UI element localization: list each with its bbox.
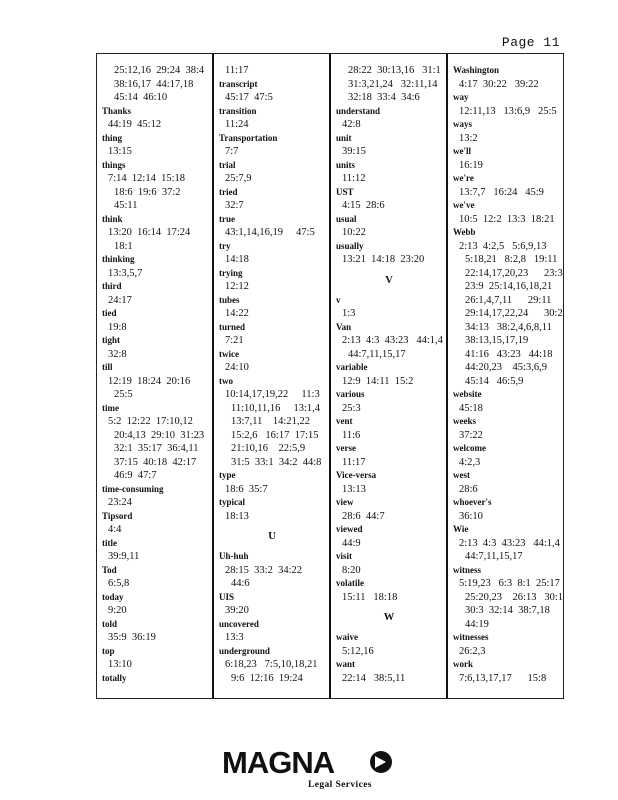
index-term: we're (453, 173, 474, 183)
index-page-refs: 42:8 (342, 119, 361, 130)
index-term: true (219, 213, 235, 224)
index-page-refs: 6:18,23 7:5,10,18,21 (225, 659, 318, 670)
index-page-refs: 2:13 4:2,5 5:6,9,13 (459, 240, 547, 252)
index-term: trial (219, 159, 236, 170)
index-page-refs: 12:9 14:11 15:2 (342, 375, 414, 387)
index-page-refs: 25:3 (342, 402, 361, 414)
index-column-4 (448, 54, 565, 698)
index-term: two (219, 375, 233, 386)
index-page-refs: 12:11,13 13:6,9 25:5 (459, 105, 557, 117)
index-page-refs: 11:24 (225, 119, 249, 130)
index-term: typical (219, 497, 245, 507)
section-letter: W (383, 612, 395, 623)
index-page-refs: 22:14 38:5,11 (342, 672, 406, 684)
index-page-refs: 38:13,15,17,19 (465, 335, 529, 346)
index-page-refs: 28:6 (459, 483, 478, 495)
index-page-refs: 41:16 43:23 44:18 (465, 348, 553, 360)
index-term: thing (102, 132, 123, 143)
index-term: type (219, 470, 236, 480)
index-page-refs: 13:7,7 16:24 45:9 (459, 186, 544, 198)
index-page-refs: 25:7,9 (225, 173, 252, 184)
index-page-refs: 14:22 (225, 308, 249, 319)
index-page-refs: 5:2 12:22 17:10,12 (108, 416, 193, 427)
index-page-refs: 24:17 (108, 294, 132, 306)
index-page-refs: 28:6 44:7 (342, 510, 385, 522)
index-term: witnesses (453, 632, 489, 642)
index-page-refs: 23:24 (108, 497, 132, 508)
index-page-refs: 37:15 40:18 42:17 (114, 456, 197, 468)
index-page-refs: 4:15 28:6 (342, 200, 385, 211)
index-page-refs: 4:17 30:22 39:22 (459, 78, 539, 90)
index-page-refs: 11:17 (225, 65, 249, 76)
index-term: variable (336, 362, 368, 372)
index-term: Tipsord (102, 510, 133, 521)
index-page-refs: 11:10,11,16 13:1,4 (231, 402, 321, 414)
index-page-refs: 10:22 (342, 227, 366, 238)
index-page-refs: 44:6 (231, 578, 250, 589)
index-term: various (336, 389, 365, 399)
index-page-refs: 9:20 (108, 605, 127, 616)
index-page-refs: 22:14,17,20,23 23:3 (465, 267, 563, 279)
index-term: UIS (219, 591, 235, 602)
index-term: work (453, 659, 473, 669)
index-term: we've (453, 200, 475, 210)
index-page-refs: 7:7 (225, 146, 239, 157)
index-term: Wie (453, 524, 469, 534)
index-page-refs: 39:15 (342, 146, 366, 157)
page-number: Page 11 (501, 35, 560, 50)
index-page-refs: 2:13 4:3 43:23 44:1,4 (342, 335, 443, 346)
index-page-refs: 19:8 (108, 321, 127, 333)
index-page-refs: 16:19 (459, 159, 483, 171)
index-term: thinking (102, 254, 135, 264)
index-term: tight (102, 335, 120, 345)
index-term: vent (336, 416, 353, 426)
arrow-circle-icon (370, 751, 392, 773)
index-term: tried (219, 186, 238, 197)
index-page-refs: 31:5 33:1 34:2 44:8 (231, 456, 322, 468)
index-page-refs: 18:6 19:6 37:2 (114, 186, 181, 198)
index-page-refs: 44:20,23 45:3,6,9 (465, 362, 547, 373)
index-term: weeks (453, 416, 476, 426)
index-page-refs: 18:6 35:7 (225, 483, 268, 495)
index-page-refs: 35:9 36:19 (108, 632, 156, 643)
index-page-refs: 12:19 18:24 20:16 (108, 375, 191, 387)
index-page-refs: 34:13 38:2,4,6,8,11 (465, 321, 552, 333)
index-page-refs: 46:9 47:7 (114, 470, 157, 481)
index-term: twice (219, 348, 239, 359)
index-page-refs: 14:18 (225, 254, 249, 265)
index-page-refs: 24:10 (225, 362, 249, 373)
index-term: way (453, 92, 469, 102)
index-term: time (102, 402, 119, 413)
index-term: tubes (219, 294, 240, 305)
magna-logo (222, 747, 397, 792)
index-term: uncovered (219, 618, 259, 629)
index-page-refs: 8:20 (342, 564, 361, 576)
index-term: top (102, 645, 115, 656)
index-page-refs: 39:20 (225, 605, 249, 616)
index-page-refs: 18:13 (225, 510, 249, 522)
index-page-refs: 13:15 (108, 146, 132, 157)
index-page-refs: 13:13 (342, 483, 366, 495)
index-page-refs: 39:9,11 (108, 551, 140, 562)
index-page-refs: 4:2,3 (459, 456, 481, 468)
index-page-refs: 7:14 12:14 15:18 (108, 173, 186, 184)
index-term: usual (336, 213, 357, 224)
index-page-refs: 44:19 45:12 (108, 119, 162, 130)
index-page-refs: 38:16,17 44:17,18 (114, 78, 194, 90)
index-term: volatile (336, 578, 364, 588)
index-page-refs: 28:15 33:2 34:22 (225, 564, 303, 576)
index-term: we'll (453, 146, 471, 156)
index-term: underground (219, 645, 270, 656)
section-letter: V (385, 274, 393, 286)
index-term: Tod (102, 564, 117, 575)
index-page-refs: 26:2,3 (459, 645, 486, 657)
index-page-refs: 11:6 (342, 429, 361, 441)
logo-wordmark: MAGNA (222, 745, 335, 780)
index-page-refs: 15:11 18:18 (342, 591, 398, 603)
index-term: verse (336, 443, 356, 453)
index-term: third (102, 281, 122, 291)
index-page-refs: 1:3 (342, 308, 356, 319)
index-page-refs: 44:9 (342, 537, 361, 549)
index-page-refs: 15:2,6 16:17 17:15 (231, 429, 319, 441)
index-term: Van (336, 321, 352, 332)
index-page-refs: 13:3 (225, 632, 244, 643)
index-page-refs: 25:12,16 29:24 38:4 (114, 65, 205, 76)
section-letter: U (268, 531, 276, 542)
index-term: ways (453, 119, 473, 129)
index-term: title (102, 537, 117, 548)
index-frame (96, 53, 564, 699)
index-term: unit (336, 132, 352, 143)
index-page-refs: 32:8 (108, 348, 127, 360)
index-term: told (102, 618, 118, 629)
index-page-refs: 5:19,23 6:3 8:1 25:17 (459, 578, 560, 589)
index-page-refs: 5:12,16 (342, 645, 374, 657)
index-term: view (336, 497, 354, 507)
index-page-refs: 30:3 32:14 38:7,18 (465, 605, 550, 616)
index-page-refs: 45:17 47:5 (225, 92, 273, 103)
index-page-refs: 25:5 (114, 389, 133, 400)
index-page-refs: 45:11 (114, 200, 138, 211)
index-page-refs: 37:22 (459, 429, 483, 441)
index-term: west (453, 470, 470, 480)
index-page-refs: 36:10 (459, 510, 483, 522)
index-page-refs: 29:14,17,22,24 30:2 (465, 308, 563, 319)
index-term: till (102, 362, 113, 372)
index-term: Washington (453, 65, 500, 75)
index-term: understand (336, 105, 381, 116)
index-page-refs: 43:1,14,16,19 47:5 (225, 227, 315, 238)
index-page-refs: 13:20 16:14 17:24 (108, 227, 191, 238)
index-page-refs: 5:18,21 8:2,8 19:11 (465, 254, 558, 265)
index-page-refs: 23:9 25:14,16,18,21 (465, 281, 553, 292)
index-page-refs: 32:18 33:4 34:6 (348, 92, 420, 103)
index-page-refs: 44:19 (465, 618, 489, 630)
index-term: want (336, 659, 356, 669)
index-page-refs: 6:5,8 (108, 578, 130, 589)
index-page-refs: 7:6,13,17,17 15:8 (459, 672, 547, 684)
index-page-refs: 28:22 30:13,16 31:1 (348, 65, 441, 76)
index-term: things (102, 159, 126, 170)
index-page-refs: 11:12 (342, 173, 366, 184)
index-term: visit (336, 551, 353, 561)
index-page-refs: 11:17 (342, 456, 366, 468)
index-term: trying (219, 267, 243, 278)
index-term: whoever's (453, 497, 492, 507)
index-page-refs: 26:1,4,7,11 29:11 (465, 294, 552, 306)
index-term: Transportation (219, 132, 278, 143)
index-term: website (453, 389, 482, 399)
index-page-refs: 45:14 46:10 (114, 92, 168, 103)
index-page-refs: 44:7,11,15,17 (465, 551, 523, 562)
index-page-refs: 20:4,13 29:10 31:23 (114, 429, 205, 441)
index-page-refs: 12:12 (225, 281, 249, 292)
index-term: transition (219, 105, 257, 116)
index-page-refs: 10:14,17,19,22 11:3 (225, 389, 320, 400)
index-page-refs: 32:7 (225, 200, 244, 211)
index-page-refs: 45:14 46:5,9 (465, 375, 524, 387)
index-page-refs: 25:20,23 26:13 30:1 (465, 591, 564, 603)
index-term: transcript (219, 78, 258, 89)
index-term: try (219, 240, 231, 251)
index-page-refs: 45:18 (459, 402, 483, 414)
index-page-refs: 13:7,11 14:21,22 (231, 416, 310, 427)
index-term: v (336, 294, 341, 305)
index-term: totally (102, 672, 127, 683)
index-term: units (336, 159, 356, 170)
index-page-refs: 21:10,16 22:5,9 (231, 443, 306, 454)
index-page-refs: 13:21 14:18 23:20 (342, 254, 425, 265)
index-term: Vice-versa (336, 470, 377, 480)
index-page-refs: 9:6 12:16 19:24 (231, 672, 303, 684)
index-page-refs: 32:1 35:17 36:4,11 (114, 443, 199, 454)
index-term: think (102, 213, 123, 224)
index-term: Thanks (102, 105, 132, 116)
index-term: waive (336, 632, 358, 642)
index-page-refs: 31:3,21,24 32:11,14 (348, 78, 438, 90)
logo-subtitle: Legal Services (308, 780, 372, 790)
index-column-2 (214, 54, 331, 698)
index-page-refs: 13:3,5,7 (108, 267, 143, 279)
index-term: welcome (453, 443, 486, 453)
index-term: today (102, 591, 124, 602)
index-term: time-consuming (102, 483, 164, 494)
index-page-refs: 7:21 (225, 335, 244, 346)
index-term: viewed (336, 524, 363, 534)
index-term: Uh-huh (219, 551, 249, 561)
index-page-refs: 44:7,11,15,17 (348, 348, 406, 360)
index-term: tied (102, 308, 117, 318)
index-page-refs: 18:1 (114, 240, 133, 252)
index-column-1 (97, 54, 214, 698)
index-column-3 (331, 54, 448, 698)
index-page-refs: 4:4 (108, 524, 122, 535)
index-page-refs: 13:2 (459, 132, 478, 144)
index-term: turned (219, 321, 246, 332)
index-term: Webb (453, 227, 476, 237)
index-term: UST (336, 186, 354, 197)
index-term: usually (336, 240, 364, 251)
index-page-refs: 10:5 12:2 13:3 18:21 (459, 213, 555, 225)
index-page-refs: 13:10 (108, 659, 132, 670)
index-page-refs: 2:13 4:3 43:23 44:1,4 (459, 537, 560, 549)
index-term: witness (453, 564, 482, 575)
